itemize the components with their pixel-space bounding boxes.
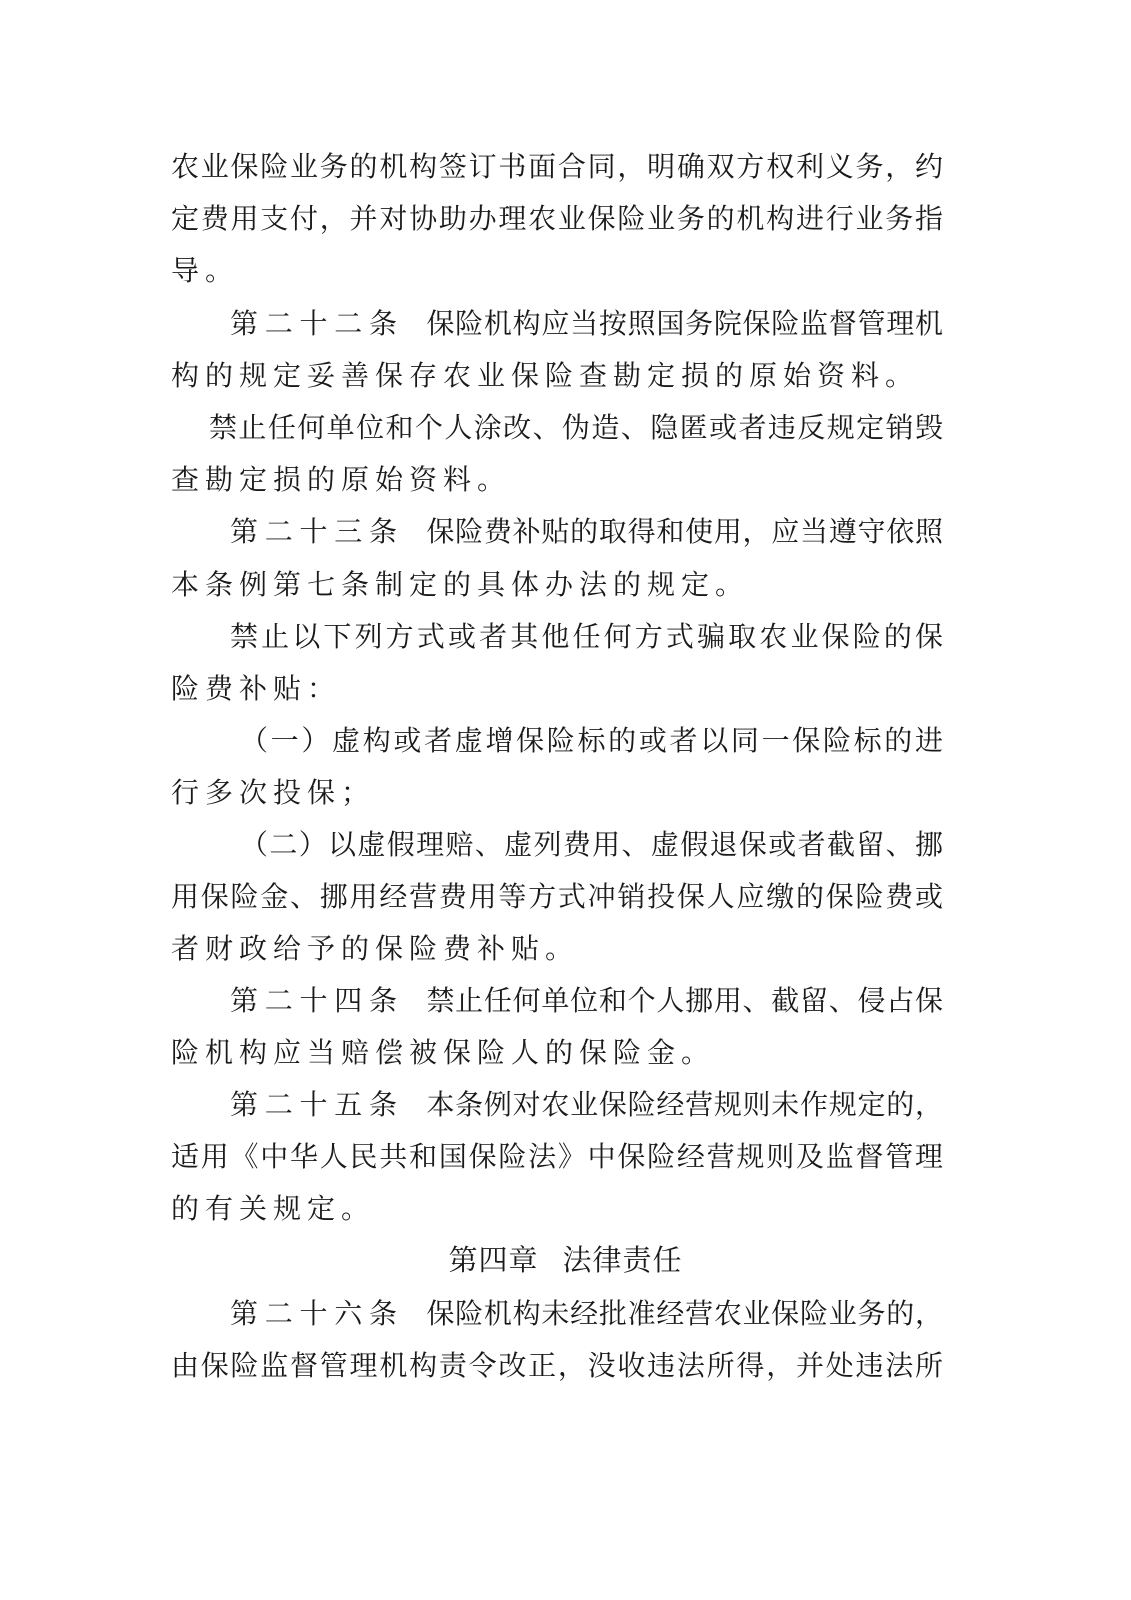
article-23-line bbox=[230, 512, 943, 552]
text-line: 查勘定损的原始资料。 bbox=[171, 463, 512, 496]
text-span: 本条例对农业保险经营规则未作规定的， bbox=[425, 1088, 943, 1121]
text-line: 行多次投保； bbox=[171, 776, 376, 809]
text-line: 禁止任何单位和个人涂改、伪造、隐匿或者违反规定销毁 bbox=[209, 411, 943, 444]
text-line: 导。 bbox=[171, 254, 240, 287]
text-line: 本条例第七条制定的具体办法的规定。 bbox=[171, 568, 750, 601]
article-23-label: 第二十三条 bbox=[230, 515, 404, 548]
text-line: 险费补贴： bbox=[171, 672, 342, 705]
article-26-label: 第二十六条 bbox=[230, 1297, 404, 1330]
text-line: 者财政给予的保险费补贴。 bbox=[171, 932, 580, 965]
text-span: 禁止任何单位和个人挪用、截留、侵占保 bbox=[425, 984, 943, 1017]
chapter-number: 第四章 bbox=[448, 1243, 539, 1277]
chapter-heading bbox=[0, 1238, 1131, 1282]
text-line: 适用《中华人民共和国保险法》中保险经营规则及监督管理 bbox=[171, 1140, 943, 1173]
text-line: 定费用支付，并对协助办理农业保险业务的机构进行业务指 bbox=[171, 202, 943, 235]
article-22-line bbox=[230, 304, 943, 344]
text-line: 禁止以下列方式或者其他任何方式骗取农业保险的保 bbox=[230, 620, 943, 653]
text-line: 构的规定妥善保存农业保险查勘定损的原始资料。 bbox=[171, 359, 920, 392]
text-line: 用保险金、挪用经营费用等方式冲销投保人应缴的保险费或 bbox=[171, 880, 943, 913]
article-25-line bbox=[230, 1085, 943, 1125]
text-span: 保险机构应当按照国务院保险监督管理机 bbox=[425, 307, 943, 340]
text-line: （一）虚构或者虚增保险标的或者以同一保险标的进 bbox=[240, 724, 943, 757]
chapter-title: 法律责任 bbox=[562, 1243, 683, 1277]
article-25-label: 第二十五条 bbox=[230, 1088, 404, 1121]
text-span: 保险机构未经批准经营农业保险业务的， bbox=[425, 1297, 943, 1330]
text-line: 的有关规定。 bbox=[171, 1192, 376, 1225]
text-line: （二）以虚假理赔、虚列费用、虚假退保或者截留、挪 bbox=[240, 828, 943, 861]
text-line: 险机构应当赔偿被保险人的保险金。 bbox=[171, 1036, 716, 1069]
article-22-label: 第二十二条 bbox=[230, 307, 404, 340]
article-24-line bbox=[230, 981, 943, 1021]
text-line: 由保险监督管理机构责令改正，没收违法所得，并处违法所 bbox=[171, 1349, 943, 1382]
article-26-line bbox=[230, 1294, 943, 1334]
text-line: 农业保险业务的机构签订书面合同，明确双方权利义务，约 bbox=[171, 150, 943, 183]
article-24-label: 第二十四条 bbox=[230, 984, 404, 1017]
text-span: 保险费补贴的取得和使用，应当遵守依照 bbox=[425, 515, 943, 548]
